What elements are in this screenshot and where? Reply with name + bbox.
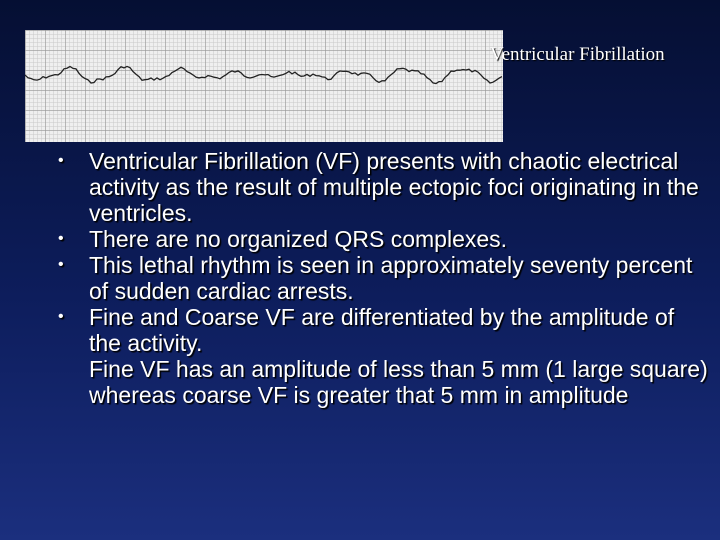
bullet-item (0, 226, 720, 252)
slide-title: Ventricular Fibrillation (490, 44, 665, 65)
bullet-text: This lethal rhythm is seen in approximately seventy percent of sudden cardiac arrests. (89, 252, 693, 304)
ecg-trace (25, 30, 503, 142)
bullet-marker: • (58, 230, 64, 247)
bullet-marker: • (58, 256, 64, 273)
bullet-marker: • (58, 308, 64, 325)
bullet-text: Ventricular Fibrillation (VF) presents with chaotic electrical activity as the result of multiple ectopic foci originating in the ventricles. (89, 148, 699, 226)
ecg-strip-image (25, 30, 503, 142)
bullet-item (0, 252, 720, 304)
bullet-text: Fine VF has an amplitude of less than 5 mm (1 large square) whereas coarse VF is greater that 5 mm in amplitude (89, 356, 708, 408)
bullet-text: There are no organized QRS complexes. (89, 226, 508, 252)
bullet-list (0, 148, 720, 408)
bullet-item (0, 148, 720, 226)
bullet-marker: • (58, 152, 64, 169)
bullet-item (0, 304, 720, 356)
bullet-text: Fine and Coarse VF are differentiated by the amplitude of the activity. (89, 304, 675, 356)
bullet-item (0, 356, 720, 408)
